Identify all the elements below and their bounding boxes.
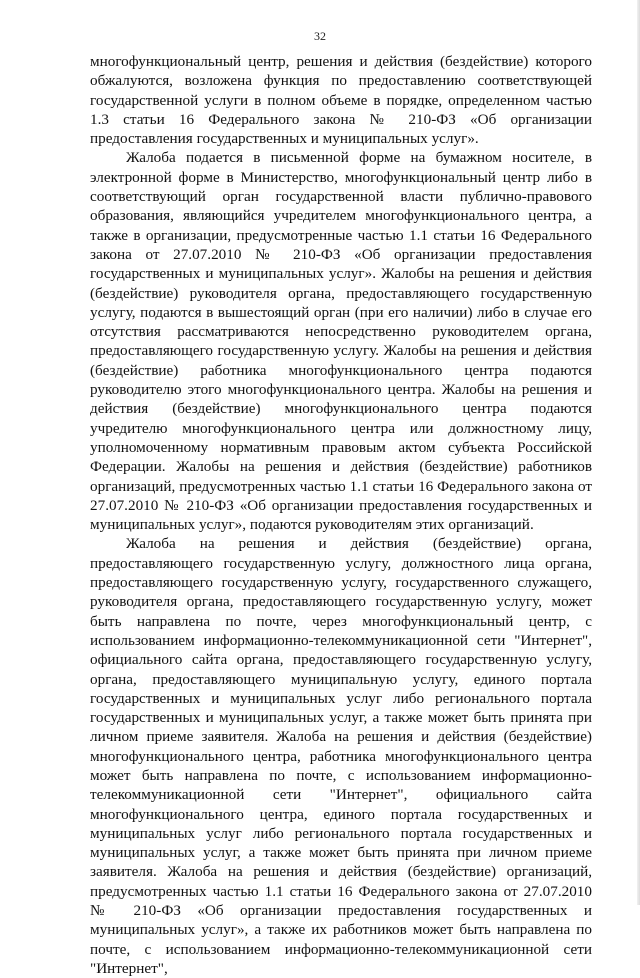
document-body [90,52,592,978]
paragraph-complaint-submission: Жалоба подается в письменной форме на бумажном носителе, в электронной форме в Министерство, многофункциональный центр либо в соответствующий орган государственной власти публично-правового образования, являющийся учредителем многофункционального центра, а также в организации, предусмотренные частью 1.1 статьи 16 Федерального закона от 27.07.2010 № 210-ФЗ «Об организации предоставления государственных и муниципальных услуг». Жалобы на решения и действия (бездействие) руководителя органа, предоставляющего государственную услугу, подаются в вышестоящий орган (при его наличии) либо в случае его отсутствия рассматриваются непосредственно руководителем органа, предоставляющего государственную услугу. Жалобы на решения и действия (бездействие) работника многофункционального центра подаются руководителю этого многофункционального центра. Жалобы на решения и действия (бездействие) многофункционального центра подаются учредителю многофункционального центра или должностному лицу, уполномоченному нормативным правовым актом субъекта Российской Федерации. Жалобы на решения и действия (бездействие) работников организаций, предусмотренных частью 1.1 статьи 16 Федерального закона от 27.07.2010 № 210-ФЗ «Об организации предоставления государственных и муниципальных услуг», подаются руководителям этих организаций. [90,149,592,534]
page-number: 32 [314,29,326,43]
paragraph-continuation: многофункциональный центр, решения и действия (бездействие) которого обжалуются, возложена функция по предоставлению соответствующей государственной услуги в полном объеме в порядке, определенном частью 1.3 статьи 16 Федерального закона № 210-ФЗ «Об организации предоставления государственных и муниципальных услуг». [90,53,592,148]
paragraph-complaint-channels: Жалоба на решения и действия (бездействие) органа, предоставляющего государственную услугу, должностного лица органа, предоставляющего государственную услугу, государственного служащего, руководителя органа, предоставляющего государственную услугу, может быть направлена по почте, через многофункциональный центр, с использованием информационно-телекоммуникационной сети "Интернет", официального сайта органа, предоставляющего государственную услугу, органа, предоставляющего муниципальную услугу, единого портала государственных и муниципальных услуг либо регионального портала государственных и муниципальных услуг, а также может быть принята при личном приеме заявителя. Жалоба на решения и действия (бездействие) многофункционального центра, работника многофункционального центра может быть направлена по почте, с использованием информационно-телекоммуникационной сети "Интернет", официального сайта многофункционального центра, единого портала государственных и муниципальных услуг либо регионального портала государственных и муниципальных услуг, а также может быть принята при личном приеме заявителя. Жалоба на решения и действия (бездействие) организаций, предусмотренных частью 1.1 статьи 16 Федерального закона от 27.07.2010 № 210-ФЗ «Об организации предоставления государственных и муниципальных услуг», а также их работников может быть направлена по почте, с использованием информационно-телекоммуникационной сети "Интернет", [90,535,592,977]
